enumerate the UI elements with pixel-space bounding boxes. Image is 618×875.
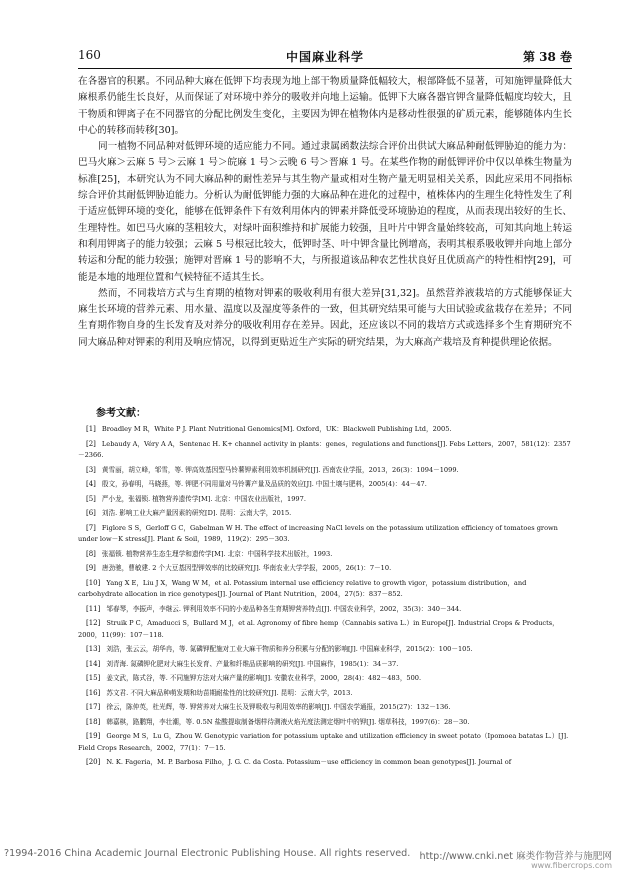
body-text (78, 74, 572, 351)
journal-title: 中国麻业科学 (285, 50, 364, 64)
reference-number: [12] (86, 619, 101, 627)
reference-number: [18] (86, 717, 101, 726)
reference-item (78, 618, 572, 641)
reference-text: 姜文武，陈式谷，等. 不同施钾方法对大麻产量的影响[J]. 安徽农业科学，2000，28(4)：482－483，500. (106, 674, 422, 682)
page-number: 160 (78, 48, 101, 62)
reference-item (78, 659, 572, 671)
reference-number: [14] (86, 659, 101, 668)
reference-item (78, 479, 572, 491)
reference-text: 邹春琴，李振声，李继云. 钾利用效率不同的小麦品种各生育期钾营养特点[J]. 中国农业科学，2002，35(3)：340－344. (106, 604, 462, 613)
paragraph: 在各器官的积累。不同品种大麻在低钾下均表现为地上部干物质量降低幅较大，根部降低不显著，可知施钾量降低大麻根系仍能生长良好，从而保证了对环境中养分的吸收并向地上运输。低钾下大麻各器官钾含量降低幅度均较大，且干物质和钾离子在不同器官的分配比例发生变化，主要因为钾在植物体内是移动性很强的矿质元素，能够随体内生长中心的转移而转移[30]。 (78, 76, 572, 136)
reference-text: Yang X E，Liu J X，Wang W M，et al. Potassium internal use efficiency relative to growth vigor，potassium distribution，and carbohydrate allocation in rice genotypes[J]. Journal of Plant Nutrition，2004，27(5)：837－852. (78, 578, 527, 598)
header-rule (78, 68, 572, 69)
reference-number: [10] (86, 578, 101, 587)
reference-text: Figlore S S，Gerloff G C，Gabelman W H. The effect of increasing NaCl levels on the potassium utilization efficiency of tomatoes grown under low－K stress[J]. Plant & Soil，1989，119(2)：295－303. (78, 523, 558, 543)
reference-item (78, 688, 572, 700)
volume-label: 第 38 卷 (522, 50, 572, 64)
reference-number: [3] (86, 465, 96, 474)
reference-number: [16] (86, 688, 101, 697)
paragraph: 同一植物不同品种对低钾环境的适应能力不同。通过隶属函数法综合评价出供试大麻品种耐低钾胁迫的能力为：巴马火麻＞云麻 5 号＞云麻 1 号＞皖麻 1 号＞云晚 6 号＞晋麻 1 号。在某些作物的耐低钾评价中仅以单株生物量为标准[25]，本研究认为不同大麻品种的耐性差异与其生物产量或相对生物产量无明显相关关系，因此应采用不同指标综合评价其耐低钾胁迫能力。分析认为耐低钾能力强的大麻品种在进化的过程中，植株体内的生理生化特性发生了利于适应低钾环境的变化，能够在低钾条件下有效利用体内的钾素并降低受环境胁迫的程度，从而表现出较好的生长、生理特性。如巴马火麻的茎粗较大，对绿叶面积维持和扩展能力较强，且叶片中钾含量始终较高，可知其向地上转运和利用钾离子的能力较强；云麻 5 号根冠比较大，低钾时茎、叶中钾含量比例增高，表明其根系吸收钾并向地上部分转运和分配的能力较强；施钾对晋麻 1 号的影响不大，与所报道该品种农艺性状良好且优质高产的特性相悖[29]，可能是本地的地理位置和气候特征不适其生长。 (78, 141, 572, 283)
reference-text: 刘青海. 氮磷钾化肥对大麻生长发育、产量和纤维品质影响的研究[J]. 中国麻作，1985(1)：34－37. (106, 659, 399, 668)
reference-number: [13] (86, 645, 101, 653)
reference-number: [17] (86, 703, 101, 711)
reference-text: 刘浩，张云云，胡华冉，等. 氮磷钾配施对工业大麻干物质和养分积累与分配的影响[J]. 中国麻业科学，2015(2)：100－105. (106, 645, 473, 653)
watermark-url: www.fibercrops.com (531, 861, 612, 870)
reference-text: 殷文，孙春明，马晓燕，等. 钾肥不同用量对马铃薯产量及品质的效应[J]. 中国土壤与肥料，2005(4)：44－47. (101, 480, 427, 488)
reference-text: 韩嘉棋，路鹏翔，李壮潮，等. 0.5N 盐酸提取制备烟样待测液火焰光度法测定烟叶中的钾[J]. 烟草科技，1997(6)：28－30. (106, 717, 470, 726)
reference-item (78, 717, 572, 729)
reference-item (78, 494, 572, 506)
reference-item (78, 563, 572, 575)
watermark-text: 麻类作物营养与施肥网 (516, 851, 612, 862)
paragraph: 然而，不同栽培方式与生育期的植物对钾素的吸收利用有很大差异[31,32]。虽然营养液栽培的方式能够保证大麻生长环境的营养元素、用水量、温度以及湿度等条件的一致，但其研究结果可能与大田试验或盆栽存在差异；不同生育期作物自身的生长发育及对养分的吸收利用存在差异。因此，还应该以不同的栽培方式或选择多个生育期研究不同大麻品种对钾素的利用及响应情况，以得到更贴近生产实际的研究结果，为大麻高产栽培及育种提供理论依据。 (78, 287, 572, 348)
reference-text: George M S，Lu G，Zhou W. Genotypic variation for potassium uptake and utilization efficiency in sweet potato（Ipomoea batatas L.）[J]. Field Crops Research，2002，77(1)：7－15. (78, 732, 569, 752)
footer-site (420, 848, 612, 862)
reference-item (78, 644, 572, 656)
reference-text: Lebaudy A，Véry A A，Sentenac H. K+ channel activity in plants：genes，regulations and functions[J]. Febs Letters，2007，581(12)：2357－2366. (78, 439, 571, 459)
reference-text: 刘浩. 影响工业大麻产量因素的研究[D]. 昆明：云南大学，2015. (101, 509, 292, 517)
reference-number: [8] (86, 549, 96, 558)
reference-number: [19] (86, 732, 101, 740)
reference-number: [5] (86, 494, 96, 503)
page-header (78, 48, 572, 66)
reference-text: 严小龙，张福锁. 植物营养遗传学[M]. 北京：中国农业出版社，1997. (101, 494, 306, 503)
reference-number: [15] (86, 674, 101, 682)
reference-text: 徐云，陈仲英，杜光辉，等. 钾营养对大麻生长及钾吸收与利用效率的影响[J]. 中国农学通报，2015(27)：132－136. (106, 703, 451, 711)
reference-number: [7] (86, 523, 96, 532)
reference-item (78, 523, 572, 546)
page-footer (0, 848, 618, 870)
reference-item (78, 702, 572, 714)
reference-text: 苏文君. 不同大麻品种萌发期和幼苗期耐盐性的比较研究[J]. 昆明：云南大学，2013. (106, 688, 353, 697)
reference-item (78, 549, 572, 561)
copyright-notice: ?1994-2016 China Academic Journal Electronic Publishing House. All rights reserved. (4, 848, 411, 859)
reference-number: [20] (86, 758, 101, 766)
reference-item (78, 465, 572, 477)
reference-item (78, 578, 572, 601)
reference-text: 张福锁. 植物营养生态生理学和遗传学[M]. 北京：中国科学技术出版社，1993. (101, 549, 333, 558)
reference-number: [11] (86, 604, 101, 613)
reference-number: [9] (86, 564, 96, 572)
reference-text: N. K. Fageria，M. P. Barbosa Filho，J. G. C. da Costa. Potassium－use efficiency in common bean genotypes[J]. Journal of (106, 758, 512, 766)
reference-number: [2] (86, 439, 96, 448)
reference-item (78, 757, 572, 769)
reference-item (78, 439, 572, 462)
reference-text: Struik P C，Amaducci S，Bullard M J，et al. Agronomy of fibre hemp（Cannabis sativa L.）in Europe[J]. Industrial Crops & Products，2000，11(99)：107－118. (78, 619, 559, 639)
reference-list (78, 424, 572, 772)
reference-number: [1] (86, 425, 96, 433)
reference-text: 黄雪丽，胡立峰，邹雪，等. 钾高效基因型马铃薯钾素利用效率机制研究[J]. 西南农业学报，2013，26(3)：1094－1099. (101, 465, 459, 474)
reference-item (78, 731, 572, 754)
reference-item (78, 604, 572, 616)
reference-number: [6] (86, 509, 96, 517)
reference-item (78, 424, 572, 436)
reference-number: [4] (86, 480, 96, 488)
reference-item (78, 508, 572, 520)
reference-item (78, 673, 572, 685)
cnki-link[interactable]: http://www.cnki.net (419, 851, 513, 862)
reference-text: Broadley M R，White P J. Plant Nutritional Genomics[M]. Oxford，UK：Blackwell Publishing Ltd，2005. (101, 425, 452, 433)
references-heading: 参考文献： (96, 408, 146, 419)
reference-text: 唐劲驰，曹敏建. 2 个大豆基因型钾效率的比较研究[J]. 华南农业大学学报，2005，26(1)：7－10. (101, 564, 392, 572)
